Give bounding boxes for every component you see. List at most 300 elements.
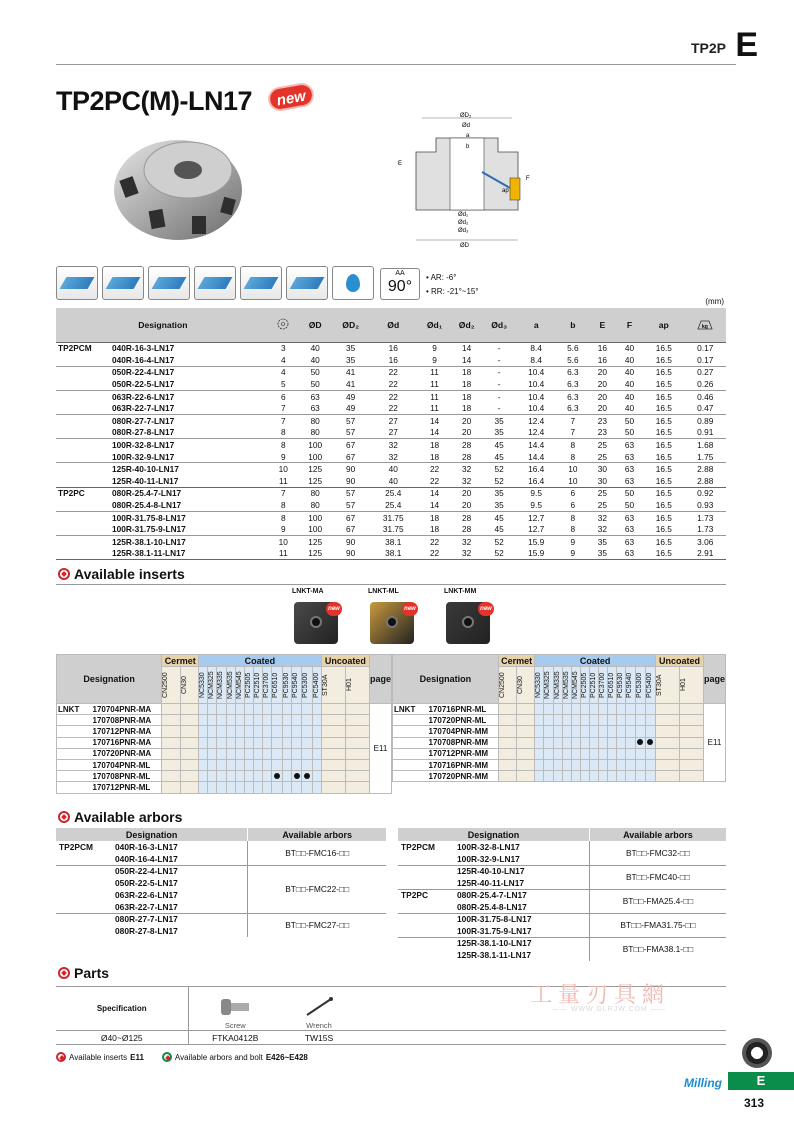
grade-cell (208, 737, 217, 748)
cell: 57 (334, 415, 368, 427)
grade-cell (589, 726, 598, 737)
cell: 31.75 (382, 524, 404, 535)
grade-header: NCM325 (208, 667, 217, 704)
grade-cell (517, 759, 535, 770)
grade-cell (291, 771, 301, 782)
cell: 5.6 (567, 343, 579, 354)
designation: 170716PNR-MM (427, 759, 499, 770)
cell: 63 (310, 403, 320, 414)
group-name (398, 865, 454, 877)
cell: 125 (297, 536, 334, 548)
cell: 10.4 (516, 390, 557, 402)
group-name (393, 759, 427, 770)
grade-cell (599, 715, 608, 726)
grade-cell (162, 704, 180, 715)
cell: 11 (430, 403, 439, 414)
cell: 10 (557, 463, 589, 475)
table-row (393, 737, 726, 748)
designation: 100R-31.75-9-LN17 (457, 925, 532, 936)
cell: 28 (462, 524, 472, 535)
designation: 080R-25.4-7-LN17 (454, 889, 589, 901)
designation: 125R-40-10-LN17 (110, 463, 270, 475)
table-row (393, 771, 726, 782)
grade-cell (180, 748, 198, 759)
grade-cell (535, 759, 544, 770)
grade-cell (226, 737, 235, 748)
grade-cell (321, 748, 345, 759)
grade-cell (208, 782, 217, 793)
cell: 40 (616, 390, 643, 402)
arbors-title: Available arbors (74, 809, 183, 825)
group-name (57, 782, 91, 793)
cell: 1.73 (697, 524, 714, 535)
grade-header: CN30 (517, 667, 535, 704)
col-arbors: Available arbors (589, 828, 726, 841)
grade-cell (517, 737, 535, 748)
grade-cell (562, 715, 571, 726)
cell: 16 (388, 354, 398, 365)
grade-cell (599, 737, 608, 748)
grade-cell (345, 748, 369, 759)
grade-header: PC2510 (589, 667, 598, 704)
cell: 100 (308, 524, 323, 535)
unit-label: (mm) (705, 297, 724, 306)
grade-cell (162, 726, 180, 737)
grade-cell (321, 759, 345, 770)
table-row (56, 427, 726, 439)
grade-cell (199, 737, 208, 748)
cell: 1.75 (697, 451, 714, 462)
cell: 10.4 (516, 366, 557, 378)
cell: 12.4 (516, 415, 557, 427)
parts-screw: FTKA0412B (188, 1031, 282, 1045)
col-arbors: Available arbors (248, 828, 386, 841)
cell: 9 (432, 343, 437, 354)
col-header: E (589, 308, 616, 342)
col-header: Ød (368, 308, 419, 342)
cell: 8 (280, 427, 286, 438)
grade-cell (291, 715, 301, 726)
grade-header: NCM325 (544, 667, 553, 704)
table-row (57, 771, 392, 782)
cell: 9 (280, 451, 286, 462)
grade-cell (580, 726, 589, 737)
grade-header: H01 (345, 667, 369, 704)
label-f: F (526, 176, 530, 182)
chapter-tab: E (728, 1072, 794, 1090)
cell: 6.3 (567, 379, 579, 390)
cell: 16.5 (655, 354, 672, 365)
table-row (57, 737, 392, 748)
footer-notes (56, 1052, 308, 1062)
grade-cell (635, 737, 645, 748)
section-arrow-icon (56, 1052, 66, 1062)
slotting-icon (102, 266, 144, 300)
group-name: TP2PCM (401, 842, 435, 852)
grade-cell (226, 748, 235, 759)
grade-header: PC9540 (291, 667, 301, 704)
cell: 8 (557, 439, 589, 451)
grade-cell (254, 771, 263, 782)
grade-cell (282, 726, 291, 737)
grade-cell (645, 704, 655, 715)
footer-note2-ref: E426~E428 (265, 1052, 308, 1062)
cell: 40 (388, 475, 398, 486)
cell: 40 (616, 366, 643, 378)
plunging-icon (240, 266, 282, 300)
cell: 14 (429, 427, 440, 438)
cell: 40 (624, 403, 635, 414)
wrench-cell (282, 987, 356, 1031)
group-name (398, 877, 454, 889)
grade-cell (517, 715, 535, 726)
cell: 125 (297, 463, 334, 475)
approach-angle-box (380, 268, 420, 300)
cell: 22 (419, 548, 451, 560)
footer-note2: Available arbors and bolt (174, 1052, 263, 1062)
grade-header: PC5400 (312, 667, 321, 704)
cell: 80 (310, 427, 320, 438)
grade-cell (535, 748, 544, 759)
cell: 10 (568, 475, 578, 486)
cell: 11 (419, 390, 451, 402)
designation: 170712PNR-MM (427, 748, 499, 759)
designation: 040R-16-3-LN17 (115, 842, 178, 852)
cell: 6.3 (557, 390, 589, 402)
cell: 10.4 (528, 379, 545, 390)
cell: 16 (597, 354, 607, 365)
designation: 080R-27-8-LN17 (112, 427, 175, 438)
cell: 49 (334, 390, 368, 402)
cell: 49 (346, 403, 356, 414)
grade-cell (217, 704, 226, 715)
footer-note-inserts (56, 1052, 144, 1062)
cell: 23 (597, 427, 607, 438)
designation: 125R-40-11-LN17 (457, 877, 525, 888)
cell: 57 (346, 427, 356, 438)
radial-rake: • RR: -21°~15° (426, 287, 479, 296)
label-d3: Ød₃ (458, 228, 469, 234)
grade-cell (345, 704, 369, 715)
cell: 6 (270, 390, 297, 402)
grade-cell (498, 771, 516, 782)
table-row (393, 715, 726, 726)
grade-cell (589, 759, 598, 770)
category-label: Milling (684, 1076, 722, 1090)
cell: 22 (368, 366, 419, 378)
arbor-name: BT□□-FMC22-□□ (248, 865, 386, 913)
grade-cell (272, 737, 282, 748)
cell: 25 (589, 487, 616, 499)
grade-cell (517, 726, 535, 737)
grade-header: ST30A (321, 667, 345, 704)
cell: 16.5 (655, 427, 672, 438)
section-arrow-icon (58, 568, 70, 580)
cell: 80 (297, 487, 334, 499)
grade-cell (162, 782, 180, 793)
page-ref: E11 (369, 704, 391, 794)
label-e: E (398, 161, 403, 167)
grade-cell (562, 704, 571, 715)
grade-cell (235, 715, 244, 726)
grade-cell (263, 715, 272, 726)
cell: 52 (494, 475, 504, 486)
designation: 063R-22-6-LN17 (110, 390, 270, 402)
inserts-table-left (56, 654, 392, 794)
cell: 50 (624, 500, 635, 511)
cell: 52 (483, 536, 516, 548)
grade-cell (645, 737, 655, 748)
cell: 25 (597, 451, 607, 462)
brand-logo (742, 1038, 772, 1068)
cell: 63 (616, 463, 643, 475)
group-name (56, 877, 112, 889)
grade-cell (263, 771, 272, 782)
grade-cell (235, 771, 244, 782)
cell: 11 (278, 475, 288, 486)
available-dot (637, 739, 643, 745)
grade-cell (562, 737, 571, 748)
grade-cell (199, 782, 208, 793)
cell: 16.5 (655, 403, 672, 414)
grade-cell (312, 704, 321, 715)
designation: 125R-38.1-10-LN17 (110, 536, 270, 548)
table-row (56, 451, 726, 463)
designation: 125R-40-11-LN17 (112, 475, 179, 486)
grade-cell (626, 737, 635, 748)
cell: 16.5 (643, 439, 684, 451)
grade-cell (263, 726, 272, 737)
table-row (393, 704, 726, 715)
cell: 16 (597, 343, 607, 354)
weight-icon (697, 318, 713, 330)
group-name (57, 726, 91, 737)
grade-cell (217, 726, 226, 737)
cell: 20 (597, 379, 607, 390)
insert-image-label: LNKT-ML (368, 588, 399, 595)
grade-cell (635, 771, 645, 782)
grade-cell (162, 737, 180, 748)
grade-cell (645, 715, 655, 726)
designation: 063R-22-7-LN17 (115, 901, 178, 912)
cell: 32 (450, 536, 482, 548)
cell: 25 (597, 500, 607, 511)
table-row (56, 415, 726, 427)
cell: 1.68 (684, 439, 726, 451)
cell: 50 (616, 415, 643, 427)
grade-cell (272, 726, 282, 737)
grade-cell (562, 759, 571, 770)
grade-cell (608, 737, 617, 748)
grade-cell (553, 737, 562, 748)
cell: 9 (557, 548, 589, 560)
grade-cell (321, 715, 345, 726)
grade-cell (656, 748, 680, 759)
page-title: TP2PC(M)-LN17 (56, 86, 253, 116)
cell: 16.5 (655, 451, 672, 462)
col-header: Ød₁ (419, 308, 451, 342)
grade-header: NCM545 (235, 667, 244, 704)
designation: 170712PNR-ML (91, 782, 162, 793)
grade-cell (263, 704, 272, 715)
new-badge: new (326, 602, 342, 616)
group-name: TP2PC (56, 487, 110, 499)
designation: 170720PNR-MA (91, 748, 162, 759)
grade-header: PC5300 (302, 667, 312, 704)
grade-cell (498, 737, 516, 748)
grade-cell (580, 771, 589, 782)
available-dot (304, 773, 310, 779)
group-cermet: Cermet (498, 655, 534, 667)
grade-cell (312, 759, 321, 770)
table-row (398, 937, 726, 949)
grade-cell (608, 748, 617, 759)
grade-cell (599, 759, 608, 770)
grade-cell (562, 771, 571, 782)
cell: 16.5 (643, 415, 684, 427)
grade-header: PC6510 (608, 667, 617, 704)
grade-cell (544, 726, 553, 737)
axial-rake: • AR: -6° (426, 273, 457, 282)
col-header: Ød₃ (483, 308, 516, 342)
group-name (56, 499, 110, 511)
arbor-name: BT□□-FMC40-□□ (589, 865, 726, 889)
watermark: 工量刃具網 (530, 982, 671, 1007)
group-coated: Coated (199, 655, 322, 667)
table-row (56, 913, 386, 925)
group-name: LNKT (393, 704, 427, 715)
cell: 38.1 (368, 548, 419, 560)
table-row (398, 841, 726, 853)
grade-cell (656, 715, 680, 726)
grade-cell (535, 737, 544, 748)
grade-cell (282, 704, 291, 715)
cell: 8.4 (530, 343, 542, 354)
col-designation: Designation (398, 828, 589, 841)
grade-cell (254, 737, 263, 748)
designation: 170704PNR-ML (91, 759, 162, 770)
cell: 0.47 (697, 403, 714, 414)
grade-cell (244, 782, 253, 793)
cell: 16.5 (655, 379, 672, 390)
grade-cell (291, 737, 301, 748)
cell: 20 (462, 427, 472, 438)
cell: 16.5 (655, 475, 672, 486)
grade-cell (199, 704, 208, 715)
cell: 40 (624, 354, 635, 365)
helical-milling-icon (286, 266, 328, 300)
grade-cell (626, 759, 635, 770)
grade-cell (291, 759, 301, 770)
inserts-table-right (392, 654, 726, 782)
cell: 35 (483, 415, 516, 427)
arbors-table-right (398, 828, 726, 961)
grade-cell (244, 759, 253, 770)
grade-header: NCM535 (562, 667, 571, 704)
cell: 15.9 (516, 536, 557, 548)
cell: - (497, 343, 501, 354)
cell: 15.9 (516, 548, 557, 560)
grade-cell (626, 704, 635, 715)
cell: 40 (310, 354, 320, 365)
grade-cell (162, 715, 180, 726)
cell: 67 (346, 451, 356, 462)
designation: 170720PNR-ML (427, 715, 499, 726)
cell: 90 (334, 548, 368, 560)
cell: 18 (429, 524, 440, 535)
cell: 3.06 (684, 536, 726, 548)
grade-cell (645, 771, 655, 782)
cell: 9 (432, 354, 437, 365)
parts-heading (58, 965, 109, 981)
grade-header: PC9530 (617, 667, 626, 704)
grade-cell (291, 748, 301, 759)
grade-cell (544, 704, 553, 715)
cell: 16.5 (655, 343, 672, 354)
cell: 28 (450, 439, 482, 451)
cell: 50 (616, 487, 643, 499)
grade-header: NCM545 (571, 667, 580, 704)
grade-cell (244, 704, 253, 715)
grade-cell (617, 771, 626, 782)
grade-cell (617, 737, 626, 748)
cell: 0.17 (697, 354, 714, 365)
designation: 170712PNR-MA (91, 726, 162, 737)
cell: 7 (280, 403, 286, 414)
group-coated: Coated (535, 655, 656, 667)
cell: 63 (616, 439, 643, 451)
cell: 35 (483, 487, 516, 499)
grade-cell (617, 759, 626, 770)
table-row (57, 726, 392, 737)
wrench-icon (303, 995, 335, 1019)
grade-cell (235, 704, 244, 715)
chapter-letter: E (735, 26, 758, 64)
cell: 63 (616, 536, 643, 548)
cell: 14 (419, 487, 451, 499)
weight-icon-header (684, 308, 726, 342)
cell: 0.93 (697, 500, 714, 511)
cell: 63 (297, 390, 334, 402)
cell: 9 (280, 524, 286, 535)
grade-cell (226, 715, 235, 726)
cell: 67 (334, 511, 368, 523)
table-row (57, 782, 392, 793)
table-row (393, 748, 726, 759)
grade-cell (535, 726, 544, 737)
cell: 57 (334, 487, 368, 499)
col-header: b (557, 308, 589, 342)
grade-header: PC3700 (599, 667, 608, 704)
table-row (57, 704, 392, 715)
grade-cell (235, 782, 244, 793)
grade-header: PC3700 (263, 667, 272, 704)
grade-cell (679, 748, 703, 759)
cell: 18 (429, 451, 440, 462)
footer-note-arbors (162, 1052, 308, 1062)
grade-cell (162, 759, 180, 770)
col-designation: Designation (393, 655, 499, 704)
grade-cell (498, 726, 516, 737)
grade-cell (217, 782, 226, 793)
table-row (56, 475, 726, 487)
cell: 16.5 (643, 511, 684, 523)
inserts-title: Available inserts (74, 566, 185, 582)
cell: 18 (419, 439, 451, 451)
grade-header: PC5300 (635, 667, 645, 704)
table-row (56, 390, 726, 402)
col-page: page (703, 655, 725, 704)
